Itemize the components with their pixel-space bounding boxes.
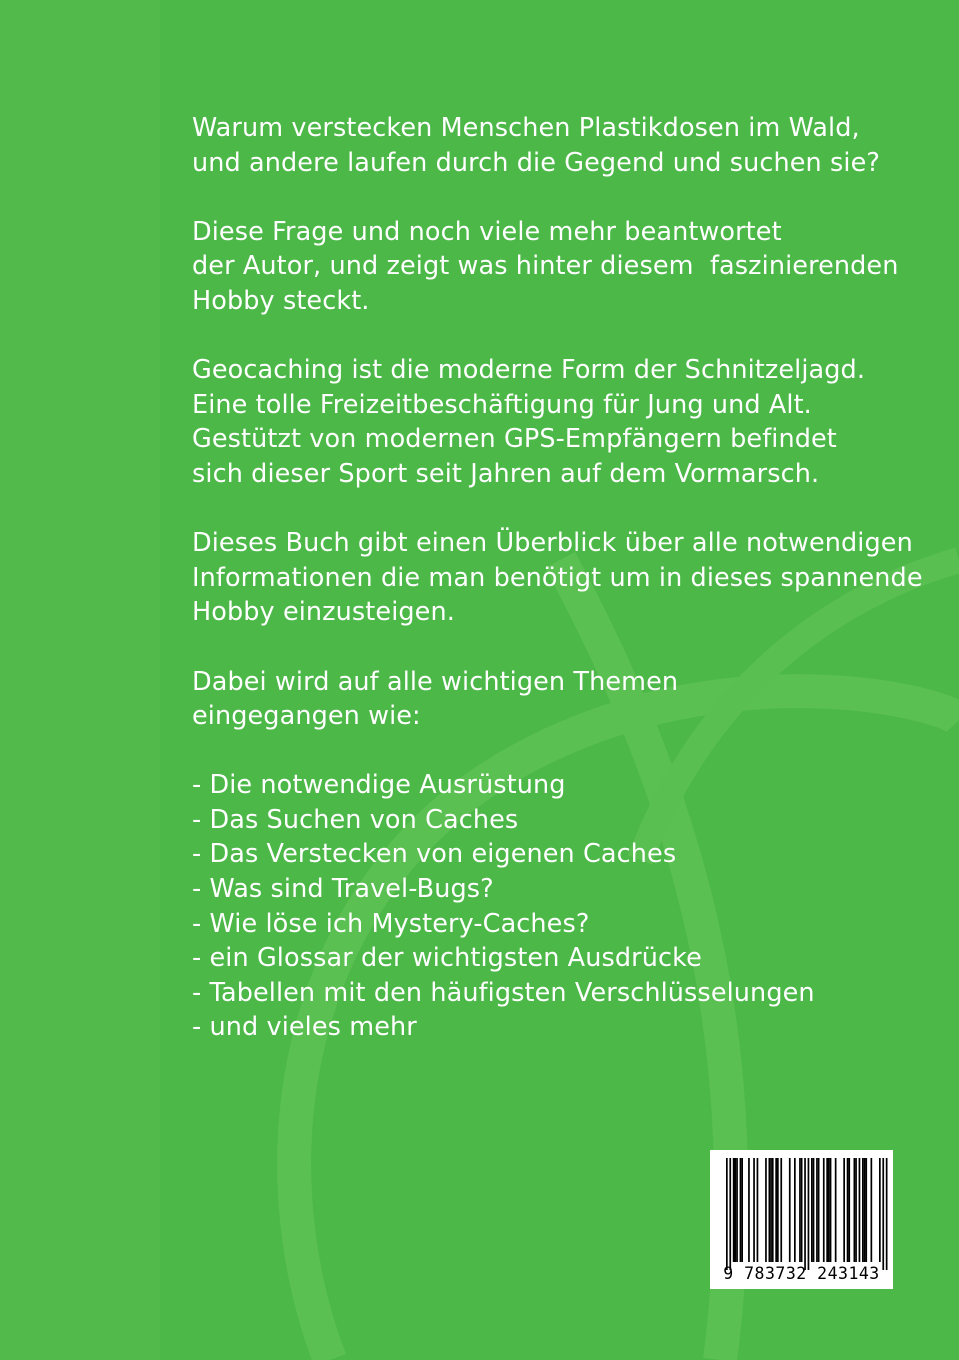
text-line: Diese Frage und noch viele mehr beantwortet — [192, 216, 782, 247]
text-line: eingegangen wie: — [192, 701, 421, 732]
barcode-bar — [864, 1158, 866, 1262]
isbn-barcode — [710, 1150, 893, 1289]
barcode-bar — [794, 1158, 796, 1262]
barcode-bar — [816, 1158, 818, 1262]
list-item: - Was sind Travel-Bugs? — [192, 874, 494, 905]
barcode-bar — [826, 1158, 828, 1262]
list-item: - Wie löse ich Mystery-Caches? — [192, 908, 590, 939]
text-line: und andere laufen durch die Gegend und suchen sie? — [192, 147, 880, 178]
barcode-bar — [808, 1158, 810, 1270]
barcode-bar — [770, 1158, 772, 1262]
list-item: - Die notwendige Ausrüstung — [192, 770, 566, 801]
barcode-bar — [835, 1158, 837, 1262]
text-line: Gestützt von modernen GPS-Empfängern befindet — [192, 424, 837, 455]
barcode-bar — [823, 1158, 825, 1262]
barcode-bar — [765, 1158, 767, 1262]
barcode-bar — [799, 1158, 801, 1262]
text-line: Geocaching ist die moderne Form der Schnitzeljagd. — [192, 355, 866, 386]
barcode-bar — [733, 1158, 735, 1262]
paragraph-author — [192, 215, 952, 319]
barcode-bar — [753, 1158, 755, 1262]
barcode-bar — [818, 1158, 820, 1262]
list-item: - Tabellen mit den häufigsten Verschlüsselungen — [192, 977, 815, 1008]
barcode-bar — [862, 1158, 864, 1262]
barcode-bar — [811, 1158, 813, 1262]
barcode-bar — [740, 1158, 742, 1262]
barcode-bar — [735, 1158, 737, 1262]
barcode-bar — [789, 1158, 791, 1262]
barcode-bar — [757, 1158, 759, 1262]
barcode-bar — [879, 1158, 881, 1262]
text-line: sich dieser Sport seit Jahren auf dem Vormarsch. — [192, 458, 820, 489]
text-line: Dieses Buch gibt einen Überblick über alle notwendigen — [192, 528, 913, 559]
paragraph-intro — [192, 111, 952, 180]
barcode-bar — [882, 1158, 884, 1270]
list-item: - und vieles mehr — [192, 1012, 417, 1043]
barcode-bar — [813, 1158, 815, 1262]
list-item: - Das Verstecken von eigenen Caches — [192, 839, 677, 870]
isbn-number: 9 783732 243143 — [723, 1264, 880, 1283]
barcode-bar — [865, 1158, 867, 1262]
barcode-bar — [780, 1158, 782, 1262]
barcode-bar — [843, 1158, 845, 1262]
barcode-bar — [729, 1158, 731, 1270]
list-item: - Das Suchen von Caches — [192, 804, 519, 835]
text-line: der Autor, und zeigt was hinter diesem faszinierenden — [192, 251, 899, 282]
barcode-bar — [772, 1158, 774, 1262]
paragraph-topics-intro — [192, 665, 952, 734]
paragraph-overview — [192, 526, 952, 630]
barcode-bar — [777, 1158, 779, 1262]
barcode-bar — [775, 1158, 777, 1262]
barcode-bar — [854, 1158, 856, 1262]
list-item: - ein Glossar der wichtigsten Ausdrücke — [192, 943, 702, 974]
barcode-bar — [830, 1158, 832, 1262]
barcode-bar — [748, 1158, 750, 1262]
text-line: Hobby steckt. — [192, 285, 370, 316]
barcode-bar — [847, 1158, 849, 1262]
back-cover-blurb — [192, 111, 952, 1045]
barcode-bar — [848, 1158, 850, 1262]
barcode-bar — [855, 1158, 857, 1262]
barcode-bar — [801, 1158, 803, 1262]
topics-list — [192, 768, 952, 1045]
text-line: Hobby einzusteigen. — [192, 597, 455, 628]
barcode-bar — [741, 1158, 743, 1262]
barcode-bar — [871, 1158, 873, 1262]
text-line: Warum verstecken Menschen Plastikdosen im Wald, — [192, 113, 860, 143]
text-line: Informationen die man benötigt um in dieses spannende — [192, 562, 923, 593]
barcode-bar — [804, 1158, 806, 1270]
barcode-bar — [769, 1158, 771, 1262]
barcode-bar — [859, 1158, 861, 1262]
barcode-bar — [736, 1158, 738, 1262]
paragraph-geocaching — [192, 353, 952, 491]
barcode-bar — [828, 1158, 830, 1262]
barcode-bar — [886, 1158, 888, 1270]
text-line: Eine tolle Freizeitbeschäftigung für Jung und Alt. — [192, 389, 812, 420]
text-line: Dabei wird auf alle wichtigen Themen — [192, 666, 679, 697]
barcode-bar — [726, 1158, 728, 1270]
